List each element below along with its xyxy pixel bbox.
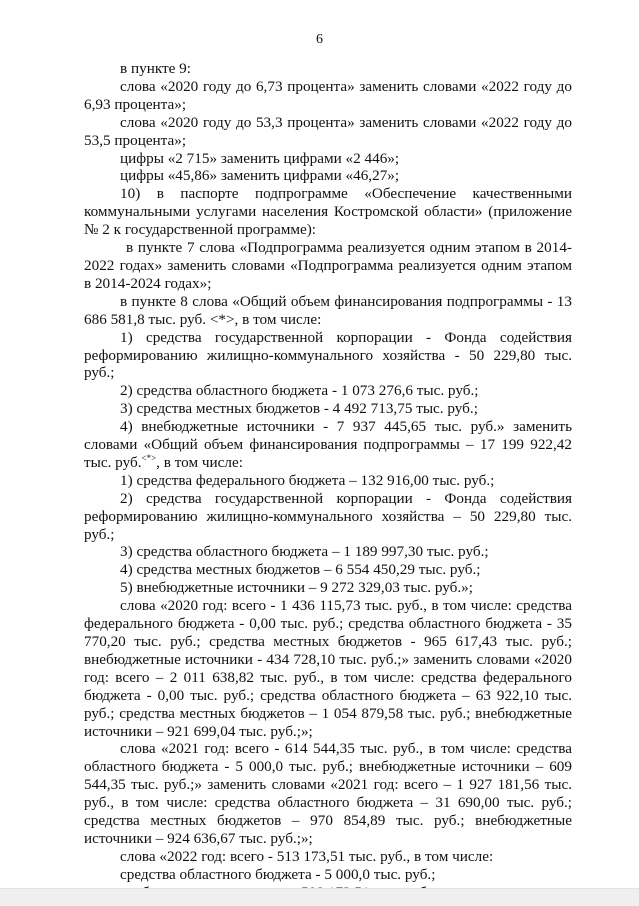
paragraph-4: цифры «2 715» заменить цифрами «2 446»; (120, 149, 400, 167)
paragraph-21: средства областного бюджета - 5 000,0 тыс. руб.; (120, 865, 436, 883)
paragraph-6: 10) в паспорте подпрограмме «Обеспечение качественными коммунальными услугами населения Костромской области» (приложение № 2 к государственной программе): (84, 185, 572, 239)
paragraph-10: 2) средства областного бюджета - 1 073 276,6 тыс. руб.; (120, 382, 479, 400)
paragraph-5: цифры «45,86» заменить цифрами «46,27»; (120, 167, 400, 185)
paragraph-19: слова «2021 год: всего - 614 544,35 тыс. руб., в том числе: средства областного бюджета - 5 000,0 тыс. руб.; внебюджетные источники – 609 544,35 тыс. руб.;» заменить словами «2021 год: всего – 1 927 181,56 тыс. руб., в том числе: средства областного бюджета – 31 690,00 тыс. руб.; средства местных бюджетов – 970 854,89 тыс. руб.; внебюджетные источники – 924 636,67 тыс. руб.;»; (84, 740, 572, 847)
paragraph-12-tail: , в том числе: (156, 453, 243, 471)
paragraph-15: 3) средства областного бюджета – 1 189 997,30 тыс. руб.; (120, 543, 489, 561)
paragraph-20: слова «2022 год: всего - 513 173,51 тыс. руб., в том числе: (120, 847, 494, 865)
paragraph-11: 3) средства местных бюджетов - 4 492 713,75 тыс. руб.; (120, 400, 478, 418)
paragraph-12 (84, 418, 572, 472)
paragraph-3: слова «2020 году до 53,3 процента» заменить словами «2022 году до 53,5 процента»; (84, 113, 572, 149)
document-body (84, 60, 572, 902)
paragraph-17: 5) внебюджетные источники – 9 272 329,03 тыс. руб.»; (120, 579, 473, 597)
viewer-bottom-edge (0, 888, 639, 906)
page-number: 6 (316, 32, 323, 47)
paragraph-1: в пункте 9: (120, 60, 191, 77)
paragraph-9: 1) средства государственной корпорации - Фонда содействия реформированию жилищно-коммунального хозяйства - 50 229,80 тыс. руб.; (84, 328, 572, 382)
paragraph-8: в пункте 8 слова «Общий объем финансирования подпрограммы - 13 686 581,8 тыс. руб. <*>, в том числе: (84, 292, 572, 328)
paragraph-14: 2) средства государственной корпорации - Фонда содействия реформированию жилищно-коммунального хозяйства – 50 229,80 тыс. руб.; (84, 489, 572, 543)
paragraph-18: слова «2020 год: всего - 1 436 115,73 тыс. руб., в том числе: средства федерального бюджета - 0,00 тыс. руб.; средства областного бюджета - 35 770,20 тыс. руб.; средства местных бюджетов - 965 617,43 тыс. руб.; внебюджетные источники - 434 728,10 тыс. руб.;» заменить словами «2020 год: всего – 2 011 638,82 тыс. руб., в том числе: средства федерального бюджета - 0,00 тыс. руб.; средства областного бюджета – 63 922,10 тыс. руб.; средства местных бюджетов – 1 054 879,58 тыс. руб.; внебюджетные источники – 921 699,04 тыс. руб.;»; (84, 597, 572, 740)
paragraph-12-text: 4) внебюджетные источники - 7 937 445,65 тыс. руб.» заменить словами «Общий объем финансирования подпрограммы – 17 199 922,42 тыс. руб. (84, 418, 572, 471)
paragraph-13: 1) средства федерального бюджета – 132 916,00 тыс. руб.; (120, 471, 495, 489)
paragraph-2: слова «2020 году до 6,73 процента» заменить словами «2022 году до 6,93 процента»; (84, 77, 572, 113)
paragraph-7: в пункте 7 слова «Подпрограмма реализуется одним этапом в 2014-2022 годах» заменить словами «Подпрограмма реализуется одним этапом в 2014-2024 годах»; (84, 239, 572, 292)
paragraph-16: 4) средства местных бюджетов – 6 554 450,29 тыс. руб.; (120, 561, 481, 579)
footnote-marker: <*> (141, 452, 157, 463)
